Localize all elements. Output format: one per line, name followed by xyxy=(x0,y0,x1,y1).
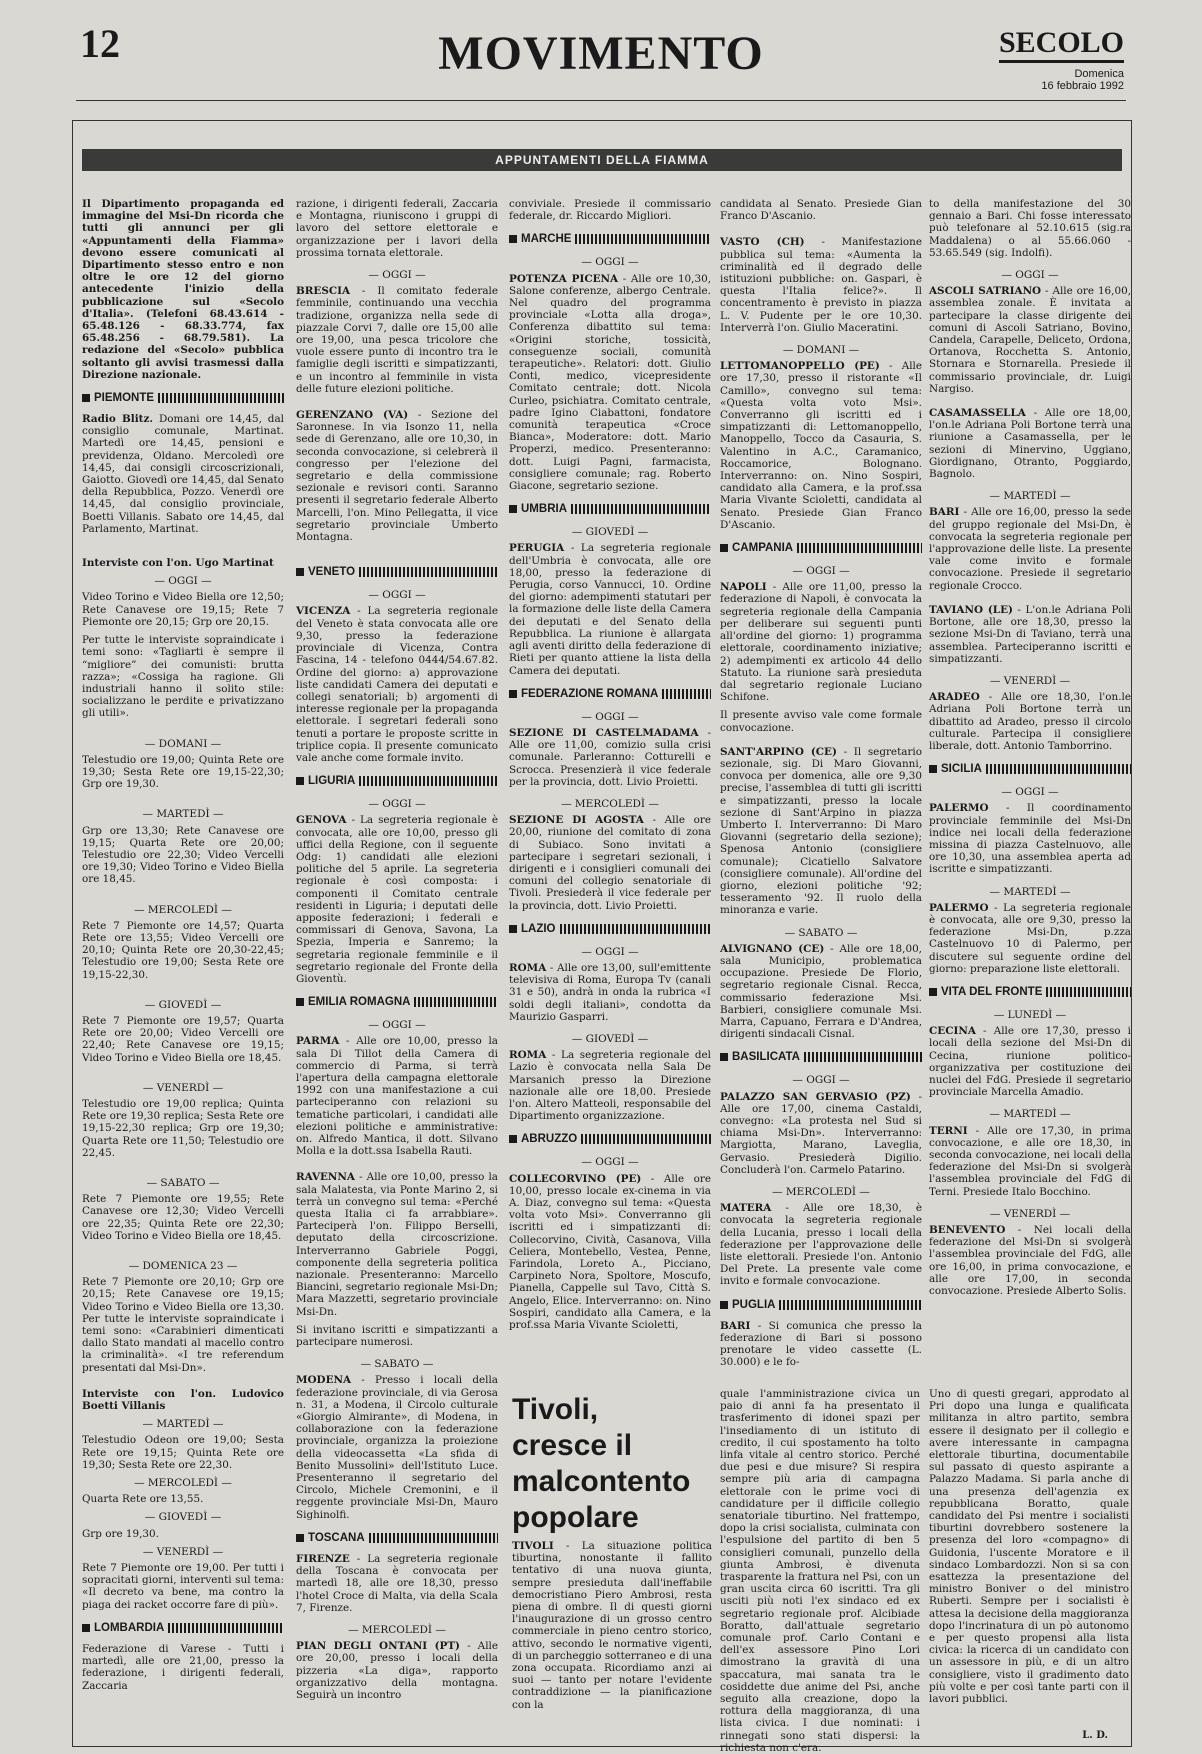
day-label: — GIOVEDÌ — xyxy=(144,998,222,1011)
intro-note: Il Dipartimento propaganda ed immagine del Msi-Dn ricorda che tutti gli annunci per gli «Appuntamenti della Fiamma» devono essere comunicati al Dipartimento stesso entro e non oltre le ore 12 del giorno antecedente l'inizio della pubblicazione sul «Secolo d'Italia». (Telefoni 68.43.614 - 65.48.126 - 68.33.774, fax 65.48.256 - 68.79.581). La redazione del «Secolo» pubblica soltanto gli avvisi trasmessi dalla Direzione nazionale. xyxy=(82,198,284,381)
day-label: — VENERDÌ — xyxy=(142,1081,224,1094)
region-header-lombardia: LOMBARDIA xyxy=(82,1621,284,1635)
column-1 xyxy=(82,198,284,1733)
notice-ravenna: RAVENNA - Alle ore 10,00, presso la sala Malatesta, via Ponte Marino 2, si terrà un convegno sul tema: «Perché questa Italia ci fa arrabbiare». Parteciperà l'on. Filippo Berselli, deputato della circoscrizione. Interverranno Gabriele Poggi, componente della segreteria politica nazionale. Presenteranno: Marcello Biancini, segretario regionale Msi-Dn; Mara Mazzetti, segretario provinciale Msi-Dn. xyxy=(296,1171,498,1318)
day-label: — MARTEDÌ — xyxy=(142,808,224,821)
notice-castelmadama: SEZIONE DI CASTELMADAMA - Alle ore 11,00, comizio sulla crisi comunale. Parleranno: Cotturelli e Scrocca. Presenzierà il vice federale per la provincia, dott. Livio Proietti. xyxy=(509,726,711,788)
day-label: — OGGI — xyxy=(581,256,639,269)
notice-bari: BARI - Si comunica che presso la federazione di Bari si possono prenotare le video cassette (L. 30.000) e le fo- xyxy=(720,1319,922,1369)
day-label: — GIOVEDÌ — xyxy=(571,526,649,539)
day-label: — OGGI — xyxy=(581,710,639,723)
day-label: — MERCOLEDÌ — xyxy=(134,903,232,916)
schedule-text: Rete 7 Piemonte ore 19,00. Per tutti i sopracitati giorni, interventi sul tema: «Il decreto va bene, ma contro la piaga dei racket occorre fare di più». xyxy=(82,1562,284,1611)
day-label: — DOMANI — xyxy=(144,737,222,750)
day-label: — OGGI — xyxy=(368,798,426,811)
article-paragraph: quale l'amministrazione civica un paio di anni fa ha presentato il trasferimento di idonei spazi per l'insediamento di un istituto di credito, il cui spostamento ha tolto linfa vitale al centro storico. Perché due pesi e due misure? Si respira sempre più aria di campagna elettorale con le prime voci di candidature per il difficile collegio senatoriale tiburtino. Nel frattempo, dopo la crisi socialista, culminata con l'espulsione del partito di ben 5 consiglieri comunali, punzello della giunta Ambrosi, è divenuta trasparente la frattura nel Psi, con un gran uscita circa 60 iscritti. Tra gli usciti più noti l'ex sindaco ed ex segretario regionale prof. Alcibiade Boratto, dall'attuale segretario comunale prof. Carlo Contani e dell'ex assessore Pino Lori dimostrano la gravità di una spaccatura, mai sanata tra le cosiddette due anime del Psi, anche seguito alla creazione, dopo la rottura della maggioranza, di una lista civica. I due nominati: i rinnegati sono stati dispersi: la richiesta non c'era. xyxy=(720,1388,920,1754)
schedule-text: Rete 7 Piemonte ore 19,55; Rete Canavese ore 12,30; Video Vercelli ore 22,35; Quinta Rete ore 22,30; Video Torino e Video Biella ore 18,45. xyxy=(82,1193,284,1242)
header-bars xyxy=(369,1533,498,1543)
day-label: — MARTEDÌ — xyxy=(989,1108,1071,1121)
square-icon xyxy=(509,690,517,698)
header-bars xyxy=(158,393,284,403)
notice-agosta: SEZIONE DI AGOSTA - Alle ore 20,00, riunione del comitato di zona di Subiaco. Sono invitati a partecipare i segretari sezionali, i dirigenti e i consiglieri comunali dei comuni del collegio senatoriale di Tivoli. Presiederà il vice federale per la provincia, dott. Livio Proietti. xyxy=(509,814,711,912)
header-bars xyxy=(560,924,712,934)
region-header-federazione-romana: FEDERAZIONE ROMANA xyxy=(509,687,711,701)
notice-ravenna-invite: Si invitano iscritti e simpatizzanti a partecipare numerosi. xyxy=(296,1323,498,1349)
column-5 xyxy=(929,198,1131,1368)
day-label: — MERCOLEDÌ — xyxy=(772,1186,870,1199)
square-icon xyxy=(296,777,304,785)
region-header-piemonte: PIEMONTE xyxy=(82,391,284,405)
header-bars xyxy=(359,776,498,786)
top-rule xyxy=(76,100,1126,101)
region-header-veneto: VENETO xyxy=(296,565,498,579)
date-day: Domenica xyxy=(1074,68,1124,80)
notice-parma: PARMA - Alle ore 10,00, presso la sala Di Tillot della Camera di commercio di Parma, si terrà l'apertura della campagna elettorale 1992 con una manifestazione a cui parteciperanno con relazioni su tematiche particolari, i candidati alle elezioni politiche e amministrative: on. Alfredo Mantica, il dott. Silvano Molla e la dott.ssa Isabella Rauti. xyxy=(296,1035,498,1158)
day-label: — LUNEDÌ — xyxy=(993,1008,1067,1021)
article-body-col2 xyxy=(720,1388,920,1754)
section-title: MOVIMENTO xyxy=(438,27,764,80)
day-label: — OGGI — xyxy=(368,269,426,282)
header-bars xyxy=(414,997,498,1007)
square-icon xyxy=(296,568,304,576)
notice-bari: BARI - Alle ore 16,00, presso la sede del gruppo regionale del Msi-Dn, è convocata la segreteria regionale per l'approvazione delle liste. La presente vale come invito e formale convocazione. Presiede il segretario regionale Crocco. xyxy=(929,506,1131,592)
notice-roma: ROMA - La segreteria regionale del Lazio è convocata nella Sala De Marsanich presso la Direzione nazionale alle ore 18,00. Presiede l'on. Altero Matteoli, responsabile del Dipartimento organizzazione. xyxy=(509,1049,711,1123)
article-paragraph: TIVOLI - La situazione politica tiburtina, nonostante il fallito tentativo di una nuova giunta, sempre presieduta dall'ineffabile democristiano Piero Ambrosi, resta piena di ombre. Il di questi giorni l'inaugurazione di un grosso centro commerciale in pieno centro storico, attivo, secondo le normative vigenti, di un parcheggio sotterraneo e di una zona occupata. Ricordiamo anzi ai suoi — tanto per notare l'evidente contraddizione — la pianificazione con la xyxy=(512,1540,712,1711)
article-signature: L. D. xyxy=(1082,1730,1108,1741)
header-bars xyxy=(662,689,711,699)
section-banner: APPUNTAMENTI DELLA FIAMMA xyxy=(82,149,1122,171)
notice-matera: MATERA - Alle ore 18,30, è convocata la segreteria regionale della Lucania, presso i locali della federazione per l'approvazione delle liste elettorali. Presiede l'on. Antonio Del Prete. La presente vale come invito e formale convocazione. xyxy=(720,1202,922,1288)
schedule-text: Grp ore 19,30. xyxy=(82,1527,159,1540)
notice-alvignano: ALVIGNANO (CE) - Alle ore 18,00, sala Municipio, problematica occupazione. Presiede De Florio, segretario regionale Cisnal. Recca, commissario federazione Msi. Barbieri, consigliere comunale Msi. Marra, Capuano, Ferrara e D'Andrea, dirigenti sindacali Cisnal. xyxy=(720,942,922,1041)
square-icon xyxy=(296,1534,304,1542)
notice-vasto: VASTO (CH) - Manifestazione pubblica sul tema: «Aumenta la criminalità ed il degrado delle istituzioni pubbliche: on. Gaspari, è questa l'Italia felice?». Il concentramento è previsto in piazza L. V. Pudente per le ore 10,30. Interverrà l'on. Giulio Maceratini. xyxy=(720,236,923,334)
square-icon xyxy=(509,235,517,243)
region-header-basilicata: BASILICATA xyxy=(720,1050,922,1064)
day-label: — MERCOLEDÌ — xyxy=(561,797,659,810)
day-label: — DOMENICA 23 — xyxy=(128,1260,238,1273)
header-bars xyxy=(797,543,922,553)
schedule-text: Telestudio ore 19,00 replica; Quinta Rete ore 19,30 replica; Sesta Rete ore 19,15-22,30 replica; Grp ore 19,30; Quarta Rete ore 11,50; Telestudio ore 22,45. xyxy=(82,1097,284,1159)
date-full: 16 febbraio 1992 xyxy=(1041,80,1124,92)
header-bars xyxy=(571,504,711,514)
region-header-lazio: LAZIO xyxy=(509,922,711,936)
interviste-title: Interviste con l'on. Ludovico Boetti Villanis xyxy=(82,1387,284,1413)
article-body-col3 xyxy=(929,1388,1129,1728)
column-2 xyxy=(296,198,498,1733)
notice-varese: Federazione di Varese - Tutti i martedì, alle ore 21,00, presso la federazione, i dirigenti federali, Zaccaria xyxy=(82,1642,284,1692)
day-label: — OGGI — xyxy=(368,589,426,602)
notice-ascoli-satriano: ASCOLI SATRIANO - Alle ore 16,00, assemblea zonale. È invitata a partecipare la classe dirigente dei comuni di Ascoli Satriano, Bovino, Candela, Carapelle, Deliceto, Ordona, Ortanova, Rocchetta S. Antonio, Stornara e Stornarella. Presiede il commissario provinciale, dr. Luigi Nargiso. xyxy=(929,285,1131,395)
square-icon xyxy=(720,1301,728,1309)
notice-gerenzano: GERENZANO (VA) - Sezione del Saronnese. In via Isonzo 11, nella sede di Gerenzano, alle ore 10,30, in seconda convocazione, si celebrerà il congresso per l'elezione del segretario e della commissione sezionale e revisori conti. Saranno presenti il segretario federale Alberto Marcelli, l'on. Mino Pellegatta, il vice segretario provinciale Umberto Montagna. xyxy=(296,409,498,544)
notice-napoli: NAPOLI - Alle ore 11,00, presso la federazione di Napoli, è convocata la segreteria regionale della Campania per deliberare sui seguenti punti all'ordine del giorno: 1) programma elettorale, coordinamento iniziative; 2) adempimenti ex articolo 44 dello Statuto. La riunione sarà presieduta dal segretario regionale Luciano Schifone. xyxy=(720,581,922,704)
day-label: — DOMANI — xyxy=(782,344,860,357)
day-label: — SABATO — xyxy=(360,1358,434,1371)
day-label: — MARTEDÌ — xyxy=(142,1418,224,1431)
region-header-campania: CAMPANIA xyxy=(720,541,922,555)
square-icon xyxy=(509,925,517,933)
notice-continuation: conviviale. Presiede il commissario federale, dr. Riccardo Migliori. xyxy=(509,198,711,223)
notice-brescia: BRESCIA - Il comitato federale femminile, continuando una vecchia tradizione, organizza nella sede di piazzale Corvi 7, dalle ore 15,00 alle ore 19,00, una pesca tricolore che vuole essere punto di incontro tra le famiglie degli iscritti e simpatizzanti, e un incontro al femminile in vista delle future elezioni politiche. xyxy=(296,285,498,395)
header-bars xyxy=(359,567,498,577)
day-label: — MERCOLEDÌ — xyxy=(134,1477,232,1490)
region-header-sicilia: SICILIA xyxy=(929,762,1131,776)
region-header-abruzzo: ABRUZZO xyxy=(509,1132,711,1146)
day-label: — VENERDÌ — xyxy=(142,1545,224,1558)
region-header-marche: MARCHE xyxy=(509,232,711,246)
notice-casamassella: CASAMASSELLA - Alle ore 18,00, l'on.le Adriana Poli Bortone terrà una riunione a Casamassella, per le sezioni di Minervino, Uggiano, Giordignano, Otranto, Poggiardo, Bagnolo. xyxy=(929,407,1131,481)
column-4 xyxy=(720,198,922,1368)
region-header-vita-del-fronte: VITA DEL FRONTE xyxy=(929,985,1131,999)
newspaper-logo: SECOLO xyxy=(999,26,1124,63)
day-label: — MARTEDÌ — xyxy=(989,885,1071,898)
notice-benevento: BENEVENTO - Nei locali della federazione del Msi-Dn si svolgerà l'assemblea provinciale del FdG, alle ore 16,00, in prima convocazione, e alle ore 17,00, in seconda convocazione. Presiede Alberto Solis. xyxy=(929,1224,1131,1298)
article-body-col1 xyxy=(512,1540,712,1735)
notice-genova: GENOVA - La segreteria regionale è convocata, alle ore 10,00, presso gli uffici della Regione, con il seguente Odg: 1) candidati alle elezioni politiche del 5 aprile. La segreteria regionale è così composta: i componenti il Comitato centrale residenti in Liguria; i deputati delle apposite federazioni; i federali e commissari di Genova, Savona, La Spezia, Imperia e Sanremo; la segretaria regionale femminile e il segretario regionale del Fronte della Gioventù. xyxy=(296,814,498,985)
page-number: 12 xyxy=(80,21,120,66)
notice-perugia: PERUGIA - La segreteria regionale dell'Umbria è convocata, alle ore 18,00, presso la federazione di Perugia, corso Vannucci, 10. Ordine del giorno: adempimenti statutari per la formazione delle liste della Camera dei deputati e del Senato della Repubblica. La riunione è allargata agli aventi diritto della federazione di Rieti per quanto attiene la lista della Camera dei deputati. xyxy=(509,542,711,677)
square-icon xyxy=(720,1053,728,1061)
square-icon xyxy=(296,998,304,1006)
day-label: — VENERDÌ — xyxy=(989,674,1071,687)
notice-lettomanoppello: LETTOMANOPPELLO (PE) - Alle ore 17,30, presso il ristorante «Il Camillo», convegno sul tema: «Questa volta voto Msi». Converranno gli iscritti ed i simpatizzanti di: Lettomanoppello, Manoppello, Tocco da Casauria, S. Valentino in A.C., Caramanico, Roccamorice, Bolognano. Interverranno: on. Nino Sospiri, candidato alla Camera, e la prof.ssa Maria Vivante Scioletti, candidata al Senato. Presiede Gian Franco D'Ascanio. xyxy=(720,360,922,531)
day-label: — MARTEDÌ — xyxy=(989,490,1071,503)
schedule-text: Grp ore 13,30; Rete Canavese ore 19,15; Quarta Rete ore 20,00; Telestudio ore 22,30; Video Vercelli ore 19,30; Video Torino e Video Biella ore 18,45. xyxy=(82,824,284,886)
notice-firenze: FIRENZE - La segreteria regionale della Toscana è convocata per martedì 18, alle ore 18,30, presso l'hotel Croce di Malta, via della Scala 7, Firenze. xyxy=(296,1552,498,1614)
notice-taviano: TAVIANO (LE) - L'on.le Adriana Poli Bortone, alle ore 18,30, presso la sezione Msi-Dn di Taviano, terrà una assemblea. Parteciperanno iscritti e simpatizzanti. xyxy=(929,603,1131,665)
issue-date xyxy=(1041,68,1124,92)
notice-continuation: razione, i dirigenti federali, Zaccaria e Montagna, riuniscono i gruppi di lavoro del settore elettorale e organizzazione per i lavori della prossima tornata elettorale. xyxy=(296,198,498,259)
notice-potenza-picena: POTENZA PICENA - Alle ore 10,30, Salone conferenze, albergo Centrale. Nel quadro del programma provinciale «Lotta alla droga», Conferenza dibattito sul tema: «Origini storiche, tossicità, conseguenze sociali, comunità terapeutiche». Relatori: dott. Giulio Conti, medico, vicepresidente Comitato centrale; dott. Nicola Curleo, psichiatra. Comitato centrale, padre Igino Ciabattoni, fondatore comunità terapeutica «Croce Bianca», Moderatore: dott. Mario Properzi, medico. Presenteranno: dott. Luigi Pagni, farmacista, consigliere comunale; rag. Roberto Giacone, segretario sezione. xyxy=(509,272,711,493)
notice-continuation: to della manifestazione del 30 gennaio a Bari. Chi fosse interessato può telefonare al 52.10.615 (sig.ra Maddalena) o al 55.66.060 - 53.65.549 (sig. Indolfi). xyxy=(929,198,1131,259)
header-bars xyxy=(804,1052,922,1062)
article-paragraph: Uno di questi gregari, approdato al Pri dopo una lunga e qualificata militanza in altro partito, sembra essere il designato per il collegio e avere interessante in campagna elettorale tiburtina, documentabile sul passato di questo aspirante a Palazzo Madama. Si parla anche di una presenza dell'agenzia ex repubblicana Boratto, quale candidato del Psi mentre i socialisti tiburtini dovrebbero sostenere la presenza del loro «compagno» di Guidonia, l'uscente Moratore e il sindaco Lombardozzi. Non si sa con esattezza la presentazione del ministro Boniver o del ministro Ruberti. Sempre per i socialisti è attesa la decisione della maggioranza dopo l'incrinatura di un pò autonomo e per questo propensi alla lista civica: la ricerca di un candidato con un assessore in più, e di un altro consigliere, visto il gradimento dato più volte e per così tante parti con il lavori pubblici. xyxy=(929,1388,1129,1706)
square-icon xyxy=(82,1624,90,1632)
day-label: — OGGI — xyxy=(792,565,850,578)
region-header-toscana: TOSCANA xyxy=(296,1531,498,1545)
notice-modena: MODENA - Presso i locali della federazione provinciale, di via Gerosa n. 31, a Modena, il Circolo culturale «Giorgio Almirante», di Modena, in collaborazione con la federazione provinciale, organizza la proiezione della videocassetta «La sfida di Benito Mussolini» dell'Istituto Luce. Presenteranno il segretario del Circolo, Michele Cremonini, e il reggente provinciale Msi-Dn, Mauro Sighinolfi. xyxy=(296,1374,498,1521)
region-header-puglia: PUGLIA xyxy=(720,1298,922,1312)
notice-radio-blitz: Radio Blitz. Domani ore 14,45, dal consiglio comunale, Martinat. Martedì ore 14,45, pensioni e previdenza, Oldano. Mercoledì ore 14,45, dai consigli circoscrizionali, Gaiotto. Giovedì ore 14,45, dal Senato della Repubblica, Pozzo. Venerdì ore 14,45, dal consiglio provinciale, Boetti Villanis. Sabato ore 14,45, dal Parlamento, Martinat. xyxy=(82,413,284,535)
schedule-text: Telestudio ore 19,00; Quinta Rete ore 19,30; Sesta Rete ore 19,15-22,30; Grp ore 19,30. xyxy=(82,753,284,791)
square-icon xyxy=(509,1135,517,1143)
square-icon xyxy=(509,505,517,513)
day-label: — OGGI — xyxy=(154,575,212,588)
notice-palermo: PALERMO - La segreteria regionale è convocata, alle ore 9,30, presso la federazione Msi-Dn, p.zza Castelnuovo 10 di Palermo, per discutere sul seguente ordine del giorno: preparazione liste elettorali. xyxy=(929,901,1131,975)
square-icon xyxy=(929,988,937,996)
day-label: — VENERDÌ — xyxy=(989,1207,1071,1220)
region-header-emilia-romagna: EMILIA ROMAGNA xyxy=(296,995,498,1009)
notice-pian-degli-ontani: PIAN DEGLI ONTANI (PT) - Alle ore 20,00, presso i locali della pizzeria «La diga», rapporto organizzativo della montagna. Seguirà un incontro xyxy=(296,1640,498,1701)
square-icon xyxy=(929,765,937,773)
day-label: — GIOVEDÌ — xyxy=(144,1511,222,1524)
notice-vicenza: VICENZA - La segreteria regionale del Veneto è stata convocata alle ore 9,30, presso la federazione provinciale di Vicenza, Contra Fascina, 14 - telefono 0444/54.67.82. Ordine del giorno: a) approvazione liste candidati Camera dei deputati e collegi senatoriali; b) argomenti di interesse regionale per la propaganda elettorale. I segretari federali sono tenuti a portare le proposte scritte in triplice copia. Il presente comunicato vale anche come formale invito. xyxy=(296,605,498,764)
header-bars xyxy=(779,1300,922,1310)
schedule-text: Telestudio Odeon ore 19,00; Sesta Rete ore 19,15; Quinta Rete ore 19,30; Sesta Rete ore 22,30. xyxy=(82,1434,284,1471)
schedule-text: Rete 7 Piemonte ore 14,57; Quarta Rete ore 13,55; Video Vercelli ore 20,10; Quinta Rete ore 20,30-22,45; Telestudio ore 19,00; Sesta Rete ore 19,15-22,30. xyxy=(82,919,284,981)
square-icon xyxy=(720,544,728,552)
day-label: — MERCOLEDÌ — xyxy=(348,1623,446,1636)
notice-palermo: PALERMO - Il coordinamento provinciale femminile del Msi-Dn indice nei locali della federazione missina di piazza Castelnuovo, alle ore 10,30, una assemblea aperta ad iscritte e simpatizzanti. xyxy=(929,802,1131,876)
notice-cecina: CECINA - Alle ore 17,30, presso i locali della sezione del Msi-Dn di Cecina, riunione politico-organizzativa per costituzione dei nuclei del FdG. Presiede il segretario provinciale Marcella Amadio. xyxy=(929,1025,1131,1099)
day-label: — OGGI — xyxy=(1001,786,1059,799)
notice-palazzo-san-gervasio: PALAZZO SAN GERVASIO (PZ) - Alle ore 17,00, cinema Castaldi, convegno: «La protesta nel Sud si chiama Msi-Dn». Interverranno: Margiotta, Marano, Laveglia, Gervasio. Presiederà Digilio. Concluderà l'on. Carmelo Patarino. xyxy=(720,1090,922,1176)
notice-sant-arpino: SANT'ARPINO (CE) - Il segretario sezionale, sig. Di Maro Giovanni, convoca per domenica, alle ore 9,30 precise, l'assemblea di tutti gli iscritti e simpatizzanti, presso la locale sezione di Sant'Arpino in piazza Umberto I. Interverranno: Di Maro Giovanni (segretario della sezione); Spenosa Antonio (consigliere comunale); Cicatiello Salvatore (consigliere comunale). All'ordine del giorno, elezioni politiche '92; tesseramento '92. Il ruolo della minoranza e varie. xyxy=(720,745,922,917)
region-header-liguria: LIGURIA xyxy=(296,774,498,788)
header-bars xyxy=(575,234,711,244)
header-bars xyxy=(1046,987,1131,997)
schedule-text: Video Torino e Video Biella ore 12,50; Rete Canavese ore 19,15; Rete 7 Piemonte ore 20,15; Grp ore 20,15. xyxy=(82,591,284,628)
day-label: — OGGI — xyxy=(792,1074,850,1087)
day-label: — SABATO — xyxy=(146,1177,220,1189)
header-bars xyxy=(581,1134,711,1144)
header-bars xyxy=(986,764,1131,774)
notice-napoli-note: Il presente avviso vale come formale convocazione. xyxy=(720,709,922,734)
schedule-text: Per tutte le interviste sopraindicate i temi sono: «Tagliarti è sempre il “migliore” dei comunisti: brutta razza»; «Cossiga ha ragione. Gli industriali hanno il solito stile: socializzano le perdite e privatizzano gli utili». xyxy=(82,634,284,720)
region-header-umbria: UMBRIA xyxy=(509,502,711,516)
header-bars xyxy=(168,1623,284,1633)
day-label: — SABATO — xyxy=(784,926,858,939)
day-label: — OGGI — xyxy=(368,1019,426,1032)
notice-roma: ROMA - Alle ore 13,00, sull'emittente televisiva di Roma, Europa Tv (canali 31 e 50), andrà in onda la rubrica «I soldi degli italiani», condotta da Maurizio Gasparri. xyxy=(509,961,711,1023)
schedule-text: Rete 7 Piemonte ore 20,10; Grp ore 20,15; Rete Canavese ore 19,15; Video Torino e Video Biella ore 13,30. Per tutte le interviste sopraindicate i temi sono: «Carabinieri dimenticati dallo Stato mandati al macello contro la criminalità». «I tre referendum presentati dal Msi-Dn». xyxy=(82,1276,284,1374)
column-3 xyxy=(509,198,711,1368)
square-icon xyxy=(82,394,90,402)
notice-collecorvino: COLLECORVINO (PE) - Alle ore 10,00, presso locale ex-cinema in via A. Diaz, convegno sul tema: «Questa volta voto Msi». Converranno gli iscritti ed i simpatizzanti di: Collecorvino, Cività, Casanova, Villa Celiera, Montebello, Vestea, Penne, Farindola, Loreto A., Picciano, Carpineto Nora, Spoltore, Moscufo, Pianella, Cappelle sul Tavo, Città S. Angelo, Elice. Interverranno: on. Nino Sospiri, candidato alla Camera, e la prof.ssa Maria Vivante Scioletti, xyxy=(509,1172,711,1332)
schedule-text: Rete 7 Piemonte ore 19,57; Quarta Rete ore 20,00; Video Vercelli ore 22,40; Rete Canavese ore 19,15; Video Torino e Video Biella ore 18,45. xyxy=(82,1014,284,1064)
day-label: — GIOVEDÌ — xyxy=(571,1032,649,1045)
article-headline: Tivoli, cresce il malcontento popolare xyxy=(512,1393,691,1534)
notice-continuation: candidata al Senato. Presiede Gian Franco D'Ascanio. xyxy=(720,198,922,223)
day-label: — OGGI — xyxy=(1001,269,1059,282)
schedule-text: Quarta Rete ore 13,55. xyxy=(82,1493,204,1506)
day-label: — OGGI — xyxy=(581,1156,639,1169)
day-label: — OGGI — xyxy=(581,945,639,958)
interviste-title: Interviste con l'on. Ugo Martinat xyxy=(82,557,274,570)
notice-terni: TERNI - Alle ore 17,30, in prima convocazione, e alle ore 18,30, in seconda convocazione, nei locali della federazione del Msi-Dn si svolgerà l'assemblea provinciale del FdG di Terni. Presiede Italo Bocchino. xyxy=(929,1124,1131,1198)
notice-aradeo: ARADEO - Alle ore 18,30, l'on.le Adriana Poli Bortone terrà un dibattito ad Aradeo, presso il circolo culturale. Partecipa il consigliere liberale, dott. Antonio Tamborrino. xyxy=(929,691,1131,752)
